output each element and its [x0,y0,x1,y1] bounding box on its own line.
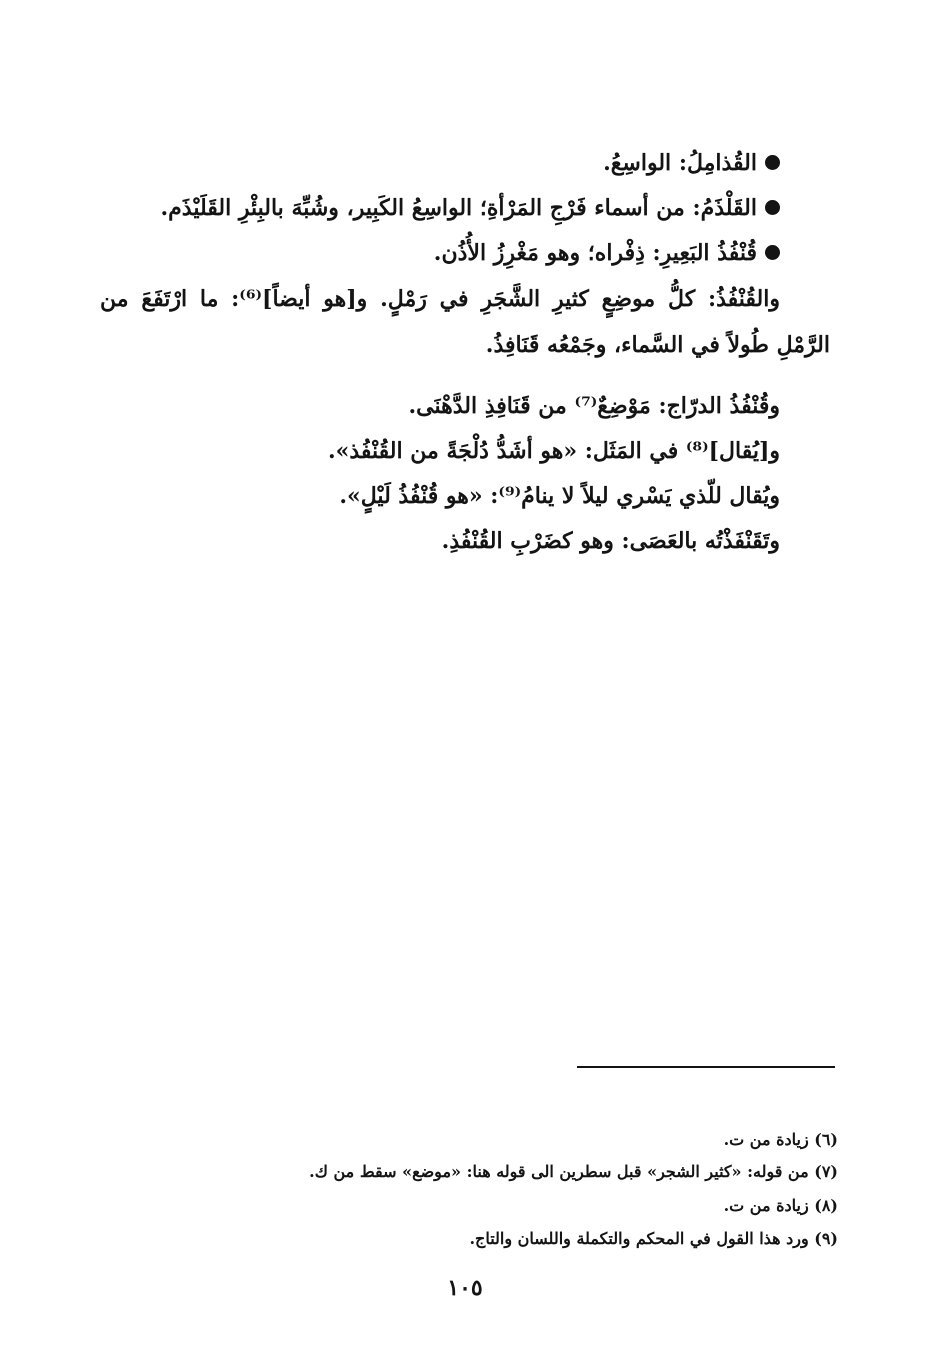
footnote-text: (٨) زيادة من ت. [723,1196,838,1215]
entry-text: القُذامِلُ: الواسِعُ. [603,150,757,176]
paragraph-line [486,325,830,365]
footnote [724,1126,838,1154]
footnote [724,1192,838,1220]
paragraph-line [100,279,780,319]
bullet-icon [765,200,780,215]
paragraph-text: ويُقال للّذي يَسْري ليلاً لا ينامُ⁽⁹⁾: «هو قُنْفُذُ لَيْلٍ». [339,483,780,509]
page-number: ١٠٥ [447,1275,483,1301]
entry-line [160,188,780,228]
paragraph-line [328,431,780,471]
footnote [469,1225,838,1253]
paragraph-text: والقُنْفُذُ: كلُّ موضِعٍ كثيرِ الشَّجَرِ في رَمْلٍ. و[هو أيضاً]⁽⁶⁾: ما ارْتَفَعَ من [100,286,780,312]
paragraph-line [442,521,780,561]
paragraph-line [408,386,780,426]
paragraph-text: و[يُقال]⁽⁸⁾ في المَثَل: «هو أشَدُّ دُلْجَةً من القُنْفُذ». [327,438,780,464]
paragraph-line [339,476,780,516]
footnote-divider [577,1066,835,1068]
footnote-text: (٦) زيادة من ت. [723,1130,838,1149]
bullet-icon [765,245,780,260]
footnote-text: (٧) من قوله: «كثير الشجر» قبل سطرين الى قوله هنا: «موضع» سقط من ك. [309,1162,838,1181]
entry-line [603,143,780,183]
bullet-icon [765,155,780,170]
paragraph-text: وقُنْفُذُ الدرّاج: مَوْضِعٌ⁽⁷⁾ من قَنَافِذِ الدَّهْنَى. [408,393,780,419]
footnote [309,1158,838,1186]
paragraph-text: الرَّمْلِ طُولاً في السَّماء، وجَمْعُه قَنَافِذُ. [485,332,830,358]
footnote-text: (٩) ورد هذا القول في المحكم والتكملة واللسان والتاج. [469,1229,838,1248]
entry-text: قُنْفُذُ البَعِيرِ: ذِفْراه؛ وهو مَغْرِزُ الأُذُن. [433,240,757,266]
entry-text: القَلْذَمُ: من أسماء فَرْجِ المَرْأةِ؛ الواسِعُ الكَبِير، وشُبِّهَ بالبِئْرِ القَلَيْذَم. [160,195,757,221]
entry-line [434,233,780,273]
paragraph-text: وتَقَنْفَذْتُه بالعَصَى: وهو كضَرْبِ القُنْفُذِ. [441,528,780,554]
